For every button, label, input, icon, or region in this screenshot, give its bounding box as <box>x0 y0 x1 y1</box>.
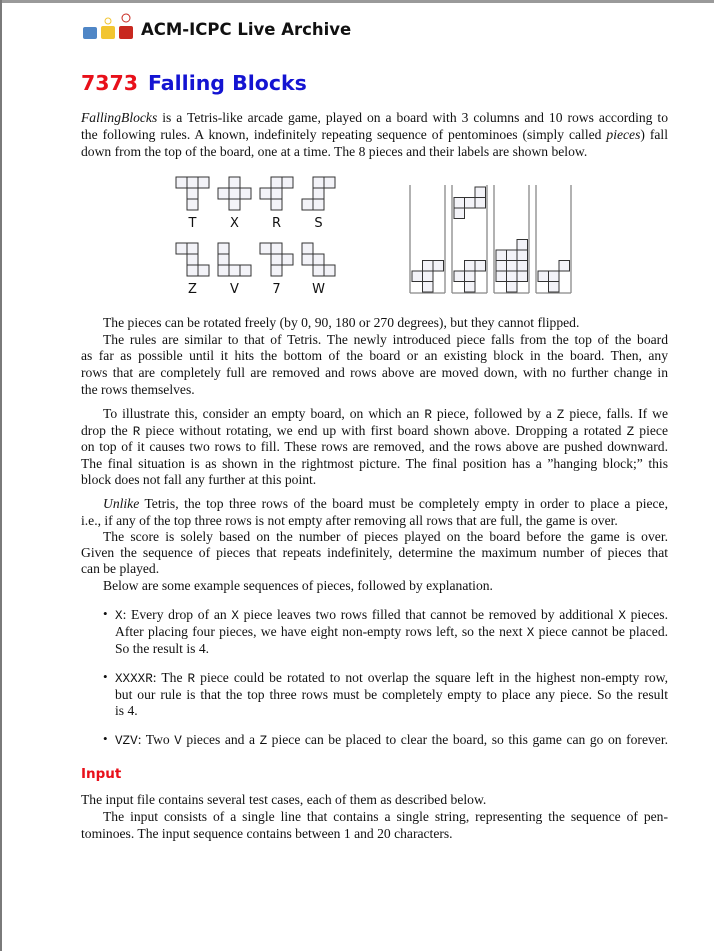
board-cell <box>538 271 549 282</box>
piece-cell <box>302 199 313 210</box>
piece-cell <box>218 243 229 254</box>
piece-cell <box>271 254 282 265</box>
text-segment: : Every drop of an <box>122 607 232 622</box>
piece-cell <box>324 177 335 188</box>
board-cell <box>496 261 507 272</box>
text-segment: : The <box>152 670 188 685</box>
text-segment: ) fall <box>640 127 668 142</box>
piece-cell <box>271 199 282 210</box>
piece-cell <box>229 177 240 188</box>
piece-cell <box>324 265 335 276</box>
piece-label: S <box>314 216 323 231</box>
piece-cell <box>260 243 271 254</box>
code-text: XXXXR <box>115 672 153 686</box>
piece-cell <box>187 199 198 210</box>
bullet-icon: • <box>103 669 108 684</box>
board-cell <box>496 271 507 282</box>
board-cell <box>465 261 476 272</box>
board-cell <box>475 187 486 198</box>
board-cell <box>517 261 528 272</box>
text-segment: piece can be placed to clear the board, so this game can go on forever. <box>267 732 668 747</box>
board-cell <box>507 271 518 282</box>
text-line <box>81 791 668 808</box>
piece-label: X <box>230 216 239 231</box>
code-text: X <box>231 609 239 623</box>
piece-cell <box>282 177 293 188</box>
board-cell <box>454 198 465 209</box>
code-text: Z <box>626 425 635 439</box>
piece-label: R <box>271 216 282 231</box>
text-segment: The input file contains several test cases, each of them as described below. <box>81 792 487 807</box>
piece-cell <box>176 177 187 188</box>
board-cell <box>549 282 560 293</box>
text-line <box>103 331 668 348</box>
piece-cell <box>229 265 240 276</box>
text-segment: is a Tetris-like arcade game, played on a board with 3 columns and 10 rows according to <box>157 110 668 125</box>
text-segment: piece, followed by a <box>431 406 557 421</box>
emphasis-text: Unlike <box>103 496 140 511</box>
text-segment: drop the <box>81 423 133 438</box>
piece-label: 7 <box>272 282 281 297</box>
text-line <box>81 471 668 488</box>
code-text: X <box>618 609 626 623</box>
text-segment: i.e., if any of the top three rows is not empty after removing all rows that are full, the game is over. <box>81 513 618 528</box>
piece-cell <box>271 265 282 276</box>
piece-label: Z <box>188 282 197 297</box>
piece-cell <box>302 254 313 265</box>
text-segment: piece leaves two rows filled that cannot be removed by additional <box>238 607 619 622</box>
text-segment: piece without rotating, we end up with first board shown above. Dropping a rotated <box>140 423 627 438</box>
board-cell <box>433 261 444 272</box>
piece-cell <box>260 188 271 199</box>
text-line <box>81 109 668 126</box>
code-text: R <box>424 408 432 422</box>
piece-cell <box>198 265 209 276</box>
text-line <box>115 702 668 719</box>
code-text: V <box>174 734 182 748</box>
board-cell <box>412 271 423 282</box>
board-cell <box>465 282 476 293</box>
board-cell <box>465 271 476 282</box>
piece-cell <box>271 188 282 199</box>
text-segment: After placing four pieces, we have eight non-empty rows left, so the next <box>115 624 527 639</box>
board-cell <box>465 198 476 209</box>
piece-cell <box>187 177 198 188</box>
text-line <box>81 438 668 455</box>
bullet-icon: • <box>103 606 108 621</box>
piece-cell <box>240 188 251 199</box>
text-segment: rows that are completely full are removed and rows above are moved down, with no further change in <box>81 365 668 380</box>
code-text: R <box>187 672 196 686</box>
code-text: Z <box>259 734 268 748</box>
text-segment: the following rules. A known, indefinitely repeating sequence of pentominoes (simply called <box>81 127 607 142</box>
text-segment: Tetris, the top three rows of the board must be completely empty in order to place a piece, <box>139 496 668 511</box>
text-segment: Given the sequence of pieces that repeats indefinitely, determine the maximum number of pieces that <box>81 545 668 560</box>
piece-cell <box>313 188 324 199</box>
piece-cell <box>218 265 229 276</box>
emphasis-text: FallingBlocks <box>81 110 158 125</box>
piece-cell <box>313 254 324 265</box>
piece-cell <box>187 254 198 265</box>
text-segment: pieces and a <box>181 732 260 747</box>
board-cell <box>517 271 528 282</box>
text-segment: the rows themselves. <box>81 382 195 397</box>
text-line <box>81 560 668 577</box>
piece-label: W <box>312 282 325 297</box>
board-cell <box>454 271 465 282</box>
text-segment: on top of it causes two rows to fill. These rows are removed, and the rows above are pushed downward. <box>81 439 668 454</box>
text-segment: down from the top of the board, one at a time. The 8 pieces and their labels are shown below. <box>81 144 588 159</box>
text-line <box>81 381 668 398</box>
text-segment: : Two <box>137 732 175 747</box>
piece-cell <box>313 265 324 276</box>
board-cell <box>517 240 528 251</box>
code-text: X <box>526 626 535 640</box>
text-line <box>103 808 668 825</box>
section-heading-input: Input <box>81 766 122 782</box>
text-line <box>103 577 668 594</box>
piece-cell <box>313 177 324 188</box>
text-line <box>81 544 668 561</box>
text-segment: as far as possible until it hits the bottom of the board or an existing block in the board. Then, any <box>81 348 668 363</box>
piece-cell <box>198 177 209 188</box>
text-line <box>81 126 668 143</box>
code-text: X <box>115 609 123 623</box>
board-cell <box>507 250 518 261</box>
text-segment: piece could be rotated to not overlap the square left in the highest non-empty row, <box>195 670 669 685</box>
text-segment: tominoes. The input sequence contains between 1 and 20 characters. <box>81 826 453 841</box>
text-line <box>81 512 668 529</box>
piece-cell <box>271 243 282 254</box>
text-segment: The input consists of a single line that contains a single string, representing the sequence of pen- <box>103 809 668 824</box>
piece-cell <box>271 177 282 188</box>
bullet-icon: • <box>103 731 108 746</box>
text-segment: The score is solely based on the number of pieces played on the board before the game is over. <box>103 529 668 544</box>
text-line <box>103 314 668 331</box>
text-line <box>115 731 668 750</box>
text-segment: piece cannot be placed. <box>534 624 669 639</box>
text-line <box>81 143 668 160</box>
text-line <box>115 686 668 703</box>
board-cell <box>549 271 560 282</box>
board-cell <box>517 250 528 261</box>
text-segment: The pieces can be rotated freely (by 0, 90, 180 or 270 degrees), but they cannot flipped. <box>103 315 580 330</box>
text-line <box>115 640 668 657</box>
piece-cell <box>218 188 229 199</box>
text-segment: is 4. <box>115 703 138 718</box>
problem-number: 7373 <box>81 71 139 95</box>
text-line <box>81 455 668 472</box>
piece-cell <box>187 188 198 199</box>
piece-label: V <box>230 282 239 297</box>
text-segment: pieces. <box>625 607 668 622</box>
text-line <box>103 495 668 512</box>
piece-cell <box>218 254 229 265</box>
piece-label: T <box>188 216 197 231</box>
board-cell <box>423 282 434 293</box>
problem-title: Falling Blocks <box>148 71 307 95</box>
piece-cell <box>176 243 187 254</box>
board-cell <box>507 261 518 272</box>
piece-cell <box>240 265 251 276</box>
emphasis-text: pieces <box>606 127 641 142</box>
piece-cell <box>229 188 240 199</box>
text-segment: The rules are similar to that of Tetris. The newly introduced piece falls from the top of the board <box>103 332 668 347</box>
code-text: Z <box>556 408 565 422</box>
text-segment: block does not fall any further at this point. <box>81 472 317 487</box>
text-line <box>81 825 668 842</box>
text-segment: piece, falls. If we <box>564 406 669 421</box>
text-segment: Below are some example sequences of pieces, followed by explanation. <box>103 578 493 593</box>
code-text: VZV <box>115 734 138 748</box>
piece-cell <box>302 243 313 254</box>
text-segment: So the result is 4. <box>115 641 210 656</box>
board-cell <box>423 271 434 282</box>
board-cell <box>559 261 570 272</box>
text-segment: piece <box>634 423 668 438</box>
board-cell <box>496 250 507 261</box>
piece-cell <box>282 254 293 265</box>
board-cell <box>475 261 486 272</box>
text-line <box>103 528 668 545</box>
text-segment: but our rule is that the top three rows must be completely empty to place any piece. So the result <box>115 687 668 702</box>
text-segment: can be played. <box>81 561 160 576</box>
text-segment: The final situation is as shown in the rightmost picture. The final position has a ”hanging block;” this <box>81 456 668 471</box>
piece-cell <box>229 199 240 210</box>
board-cell <box>507 282 518 293</box>
piece-cell <box>313 199 324 210</box>
piece-cell <box>187 243 198 254</box>
text-line <box>81 347 668 364</box>
site-title: ACM-ICPC Live Archive <box>141 20 352 39</box>
board-cell <box>454 208 465 219</box>
code-text: R <box>132 425 141 439</box>
text-line <box>81 364 668 381</box>
piece-cell <box>187 265 198 276</box>
text-segment: To illustrate this, consider an empty board, on which an <box>103 406 425 421</box>
board-cell <box>423 261 434 272</box>
board-cell <box>475 198 486 209</box>
